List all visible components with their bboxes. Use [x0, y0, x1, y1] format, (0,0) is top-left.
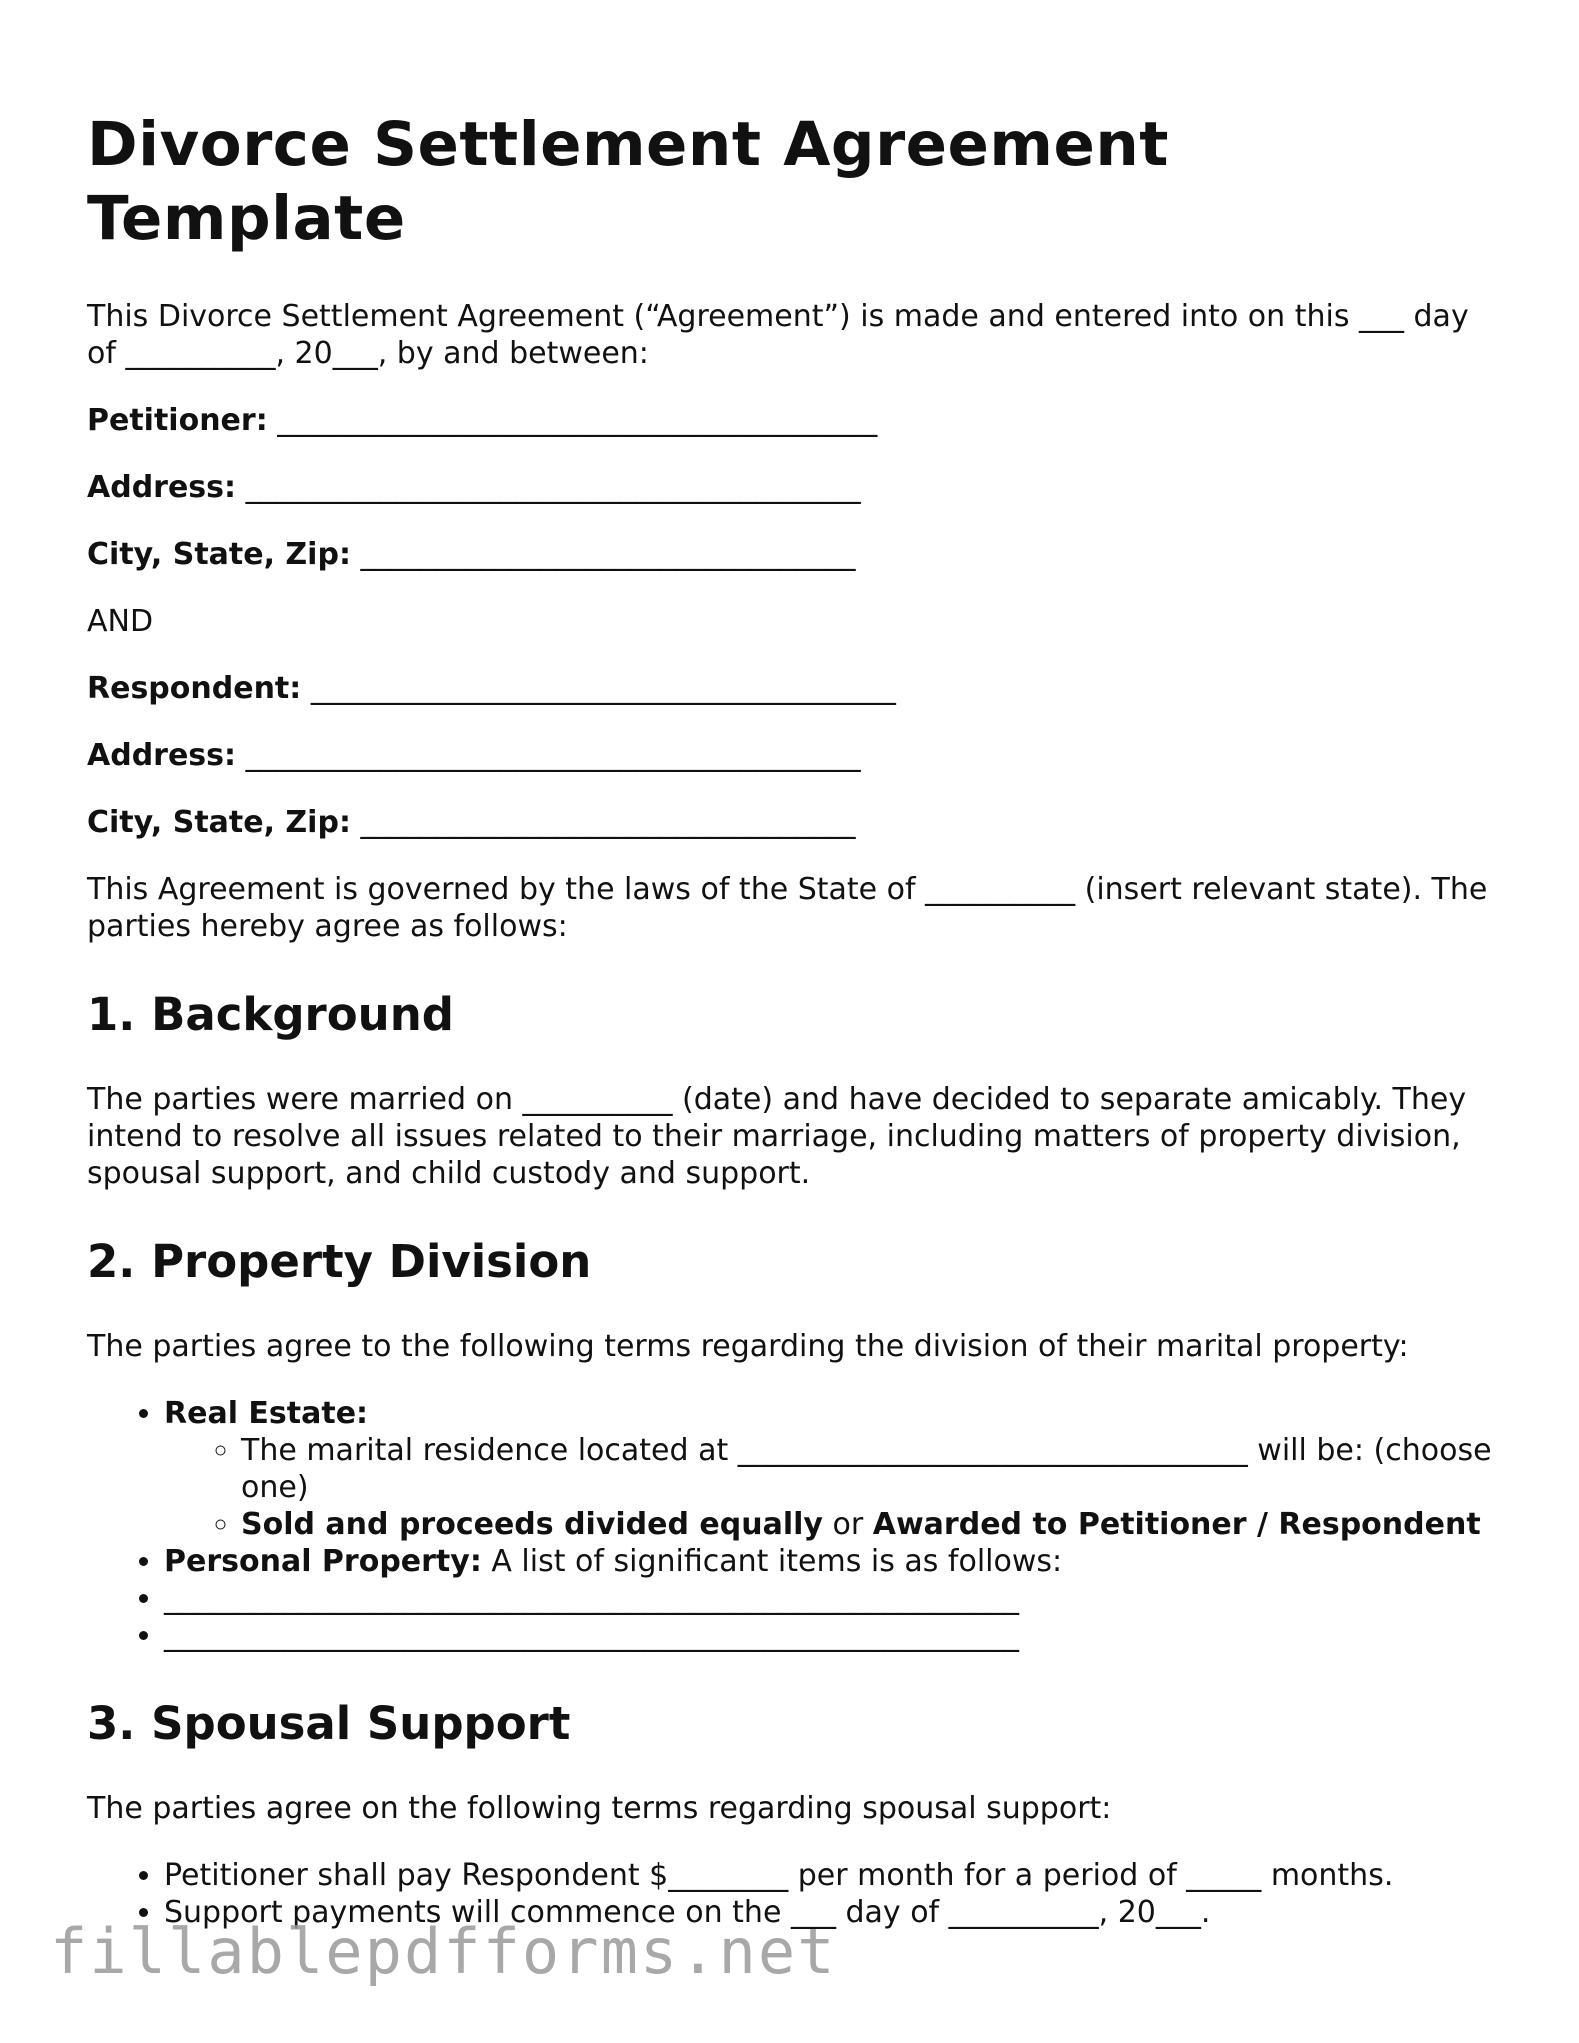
and-separator: AND: [87, 604, 154, 639]
petitioner-blank[interactable]: ________________________________________: [277, 403, 878, 438]
petitioner-city-field: [87, 536, 1507, 573]
respondent-city-label: City, State, Zip:: [87, 805, 351, 840]
respondent-address-blank[interactable]: _________________________________________: [245, 738, 861, 773]
petitioner-address-label: Address:: [87, 470, 237, 505]
list-item-real-estate: [164, 1395, 1507, 1543]
document-page: [87, 108, 1507, 1931]
property-list: [87, 1395, 1507, 1654]
document-title: Divorce Settlement Agreement Template: [87, 109, 1169, 254]
respondent-city-field: [87, 804, 1507, 841]
personal-property-text: A list of significant items is as follows:: [491, 1544, 1063, 1579]
option-or: or: [832, 1507, 864, 1542]
section-heading-spousal: 3. Spousal Support: [87, 1697, 571, 1750]
respondent-city-blank[interactable]: _________________________________: [360, 805, 856, 840]
respondent-address-field: [87, 737, 1507, 774]
spousal-paragraph: The parties agree on the following terms regarding spousal support:: [87, 1791, 1112, 1826]
petitioner-city-blank[interactable]: _________________________________: [360, 537, 856, 572]
petitioner-address-blank[interactable]: _________________________________________: [245, 470, 861, 505]
list-item-residence: ◦ The marital residence located at __________________________________ will be: (choose one): [241, 1432, 1507, 1506]
intro-paragraph: This Divorce Settlement Agreement (“Agreement”) is made and entered into on this ___ day of __________, 20___, by and between:: [87, 299, 1469, 371]
real-estate-label: Real Estate:: [164, 1396, 369, 1431]
list-item-payment: • Petitioner shall pay Respondent $________ per month for a period of _____ months.: [164, 1857, 1507, 1894]
petitioner-city-label: City, State, Zip:: [87, 537, 351, 572]
respondent-blank[interactable]: _______________________________________: [310, 671, 896, 706]
respondent-address-label: Address:: [87, 738, 237, 773]
list-item-commence: • Support payments will commence on the ___ day of __________, 20___.: [164, 1894, 1507, 1931]
option-awarded: Awarded to Petitioner / Respondent: [872, 1507, 1481, 1542]
petitioner-address-field: [87, 469, 1507, 506]
petitioner-name-field: [87, 402, 1507, 439]
personal-property-label: Personal Property:: [164, 1544, 482, 1579]
section-heading-background: 1. Background: [87, 988, 454, 1041]
list-item-personal-property: [164, 1543, 1507, 1580]
list-item-blank-1[interactable]: • _________________________________________________________: [164, 1580, 1507, 1617]
real-estate-sublist: [164, 1432, 1507, 1543]
background-paragraph: The parties were married on __________ (date) and have decided to separate amicably. They intend to resolve all issues related to their marriage, including matters of property division, spousal support, and child custody and support.: [87, 1082, 1467, 1191]
list-item-blank-2[interactable]: • _________________________________________________________: [164, 1617, 1507, 1654]
governing-law-paragraph: This Agreement is governed by the laws of the State of __________ (insert relevant state). The parties hereby agree as follows:: [87, 872, 1488, 944]
petitioner-label: Petitioner:: [87, 403, 268, 438]
respondent-name-field: [87, 670, 1507, 707]
property-paragraph: The parties agree to the following terms regarding the division of their marital property:: [87, 1329, 1409, 1364]
section-heading-property: 2. Property Division: [87, 1235, 592, 1288]
respondent-label: Respondent:: [87, 671, 302, 706]
option-sold: Sold and proceeds divided equally: [241, 1507, 823, 1542]
watermark-logo: fillablepdfforms.net: [50, 1915, 837, 1988]
list-item-options: [241, 1506, 1507, 1543]
